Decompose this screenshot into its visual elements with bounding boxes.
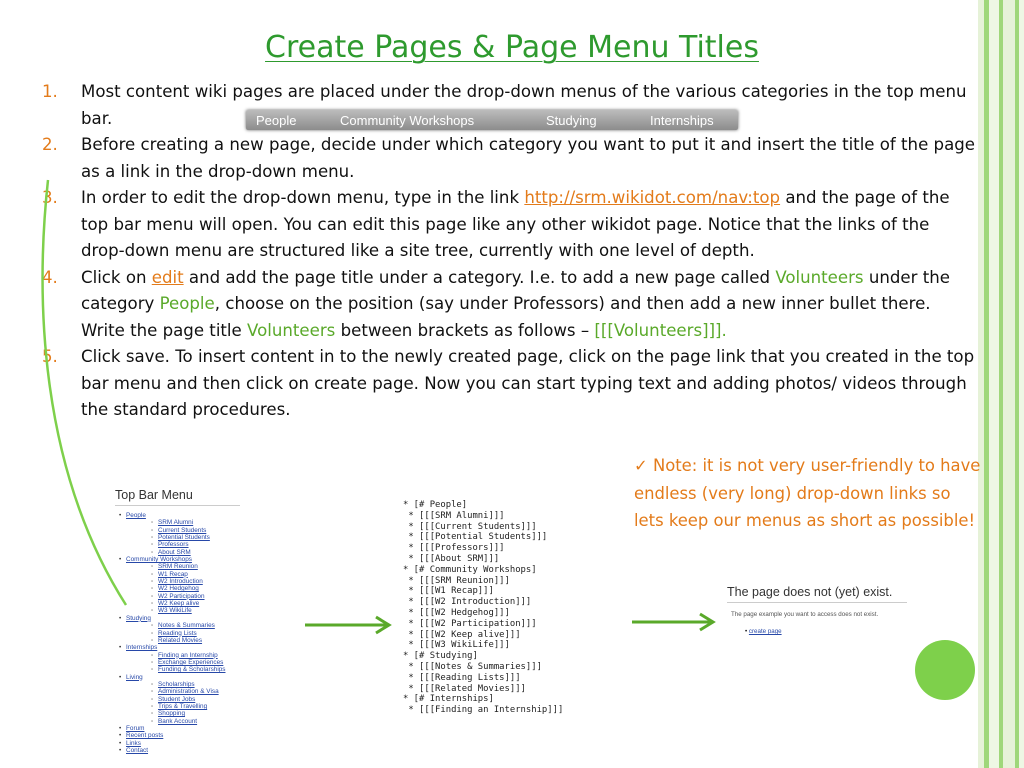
menu-tree-link[interactable]: Potential Students bbox=[158, 534, 210, 542]
bullet-icon: • bbox=[119, 739, 122, 747]
source-line: * [[[Reading Lists]]] bbox=[403, 672, 521, 683]
bullet-icon: ◦ bbox=[151, 717, 154, 725]
source-line: * [[[Notes & Summaries]]] bbox=[403, 661, 542, 672]
bullet-icon: ◦ bbox=[151, 534, 154, 542]
bullet-icon: ◦ bbox=[151, 622, 154, 630]
slide-title: Create Pages & Page Menu Titles bbox=[265, 30, 759, 65]
menu-tree-link[interactable]: W3 WikiLife bbox=[158, 607, 192, 615]
arrow-right-icon bbox=[632, 614, 713, 630]
bullet-icon: • bbox=[119, 556, 122, 564]
step-number: 5. bbox=[42, 347, 58, 366]
menu-tree-link[interactable]: SRM Alumni bbox=[158, 519, 194, 527]
bullet-icon: • bbox=[119, 673, 122, 681]
bullet-icon: ◦ bbox=[151, 666, 154, 674]
bullet-icon: • bbox=[119, 644, 122, 652]
source-line: * [[[Current Students]]] bbox=[403, 521, 537, 532]
bullet-icon: ◦ bbox=[151, 541, 154, 549]
menu-tree-link[interactable]: Internships bbox=[126, 644, 158, 652]
volunteers-code: [[[Volunteers]]]. bbox=[594, 320, 727, 340]
source-line: * [[[Potential Students]]] bbox=[403, 532, 548, 543]
step-text: In order to edit the drop-down menu, type in the link bbox=[81, 188, 525, 207]
menu-tree-link[interactable]: SRM Reunion bbox=[158, 563, 198, 571]
bullet-icon: ◦ bbox=[151, 702, 154, 710]
bullet-icon: ◦ bbox=[151, 680, 154, 688]
menu-tree-link[interactable]: Administration & Visa bbox=[158, 688, 219, 696]
step-text: under the category bbox=[81, 267, 950, 313]
menu-tree-link[interactable]: W2 Introduction bbox=[158, 578, 203, 586]
step-text: and the page of the top bar menu will open. You can edit this page like any other wikidot page. Notice that the links of the drop-down menu are structured like a site tree, currently with one level of depth. bbox=[81, 188, 950, 260]
page-not-exist-sub: The page example you want to access does not exist. bbox=[731, 611, 879, 618]
menu-tree-link[interactable]: W1 Recap bbox=[158, 570, 188, 578]
nav-top-link[interactable]: http://srm.wikidot.com/nav:top bbox=[524, 188, 781, 207]
step-number: 1. bbox=[42, 82, 58, 101]
bullet-icon: ◦ bbox=[151, 636, 154, 644]
source-line: * [# Community Workshops] bbox=[403, 564, 537, 575]
menubar-item-internships: Internships bbox=[650, 112, 714, 128]
bullet-icon: ◦ bbox=[151, 585, 154, 593]
menu-tree-link[interactable]: Trips & Travelling bbox=[158, 702, 208, 710]
source-line: * [# People] bbox=[403, 500, 468, 510]
arrow-right-icon bbox=[305, 617, 389, 633]
bullet-icon: ◦ bbox=[151, 658, 154, 666]
bullet-icon: ◦ bbox=[151, 519, 154, 527]
bullet-icon: • bbox=[119, 732, 122, 740]
note-text: Note: it is not very user-friendly to have endless (very long) drop-down links so lets keep our menus as short as possible! bbox=[634, 456, 981, 530]
step-text: , choose on the position (say under Professors) and then add a new inner bullet there. Write the page title bbox=[81, 294, 931, 340]
menu-tree-link[interactable]: Notes & Summaries bbox=[158, 622, 215, 630]
bullet-icon: • bbox=[745, 628, 748, 635]
bullet-icon: ◦ bbox=[151, 592, 154, 600]
bullet-icon: ◦ bbox=[151, 607, 154, 615]
step-text: between brackets as follows – bbox=[335, 320, 595, 340]
bullet-icon: ◦ bbox=[151, 600, 154, 608]
source-line: * [[[W1 Recap]]] bbox=[403, 586, 494, 597]
source-line: * [[[Finding an Internship]]] bbox=[403, 705, 564, 716]
check-icon: ✓ bbox=[634, 456, 648, 475]
menu-tree-link[interactable]: Studying bbox=[126, 614, 151, 622]
menu-tree-link[interactable]: Bank Account bbox=[158, 717, 198, 725]
curved-line bbox=[43, 180, 126, 605]
menu-tree-link[interactable]: Community Workshops bbox=[126, 556, 192, 564]
menu-tree-link[interactable]: W2 Participation bbox=[158, 592, 205, 600]
source-line: * [[[W3 WikiLife]]] bbox=[403, 640, 510, 651]
source-line: * [[[Professors]]] bbox=[403, 543, 505, 554]
source-line: * [[[Related Movies]]] bbox=[403, 683, 526, 694]
menu-tree-link[interactable]: About SRM bbox=[158, 548, 191, 556]
bullet-icon: ◦ bbox=[151, 651, 154, 659]
step-text: Click on bbox=[81, 267, 152, 287]
source-line: * [# Internships] bbox=[403, 694, 494, 705]
source-line: * [[[SRM Reunion]]] bbox=[403, 575, 510, 586]
menu-tree-link[interactable]: Contact bbox=[126, 747, 149, 754]
menu-tree-link[interactable]: Exchange Experiences bbox=[158, 658, 224, 666]
bullet-icon: ◦ bbox=[151, 629, 154, 637]
menu-tree-link[interactable]: Professors bbox=[158, 541, 189, 549]
menubar-item-studying: Studying bbox=[546, 112, 597, 128]
step-number: 3. bbox=[42, 188, 58, 207]
bullet-icon: ◦ bbox=[151, 548, 154, 556]
menu-tree-link[interactable]: Scholarships bbox=[158, 680, 195, 688]
bullet-icon: • bbox=[119, 512, 122, 519]
source-line: * [# Studying] bbox=[403, 651, 478, 662]
menu-tree-link[interactable]: People bbox=[126, 512, 146, 519]
menu-tree-link[interactable]: Related Movies bbox=[158, 636, 203, 644]
menubar-item-people: People bbox=[256, 112, 297, 128]
bullet-icon: ◦ bbox=[151, 695, 154, 703]
bullet-icon: ◦ bbox=[151, 688, 154, 696]
bullet-icon: • bbox=[119, 614, 122, 622]
menu-tree-link[interactable]: Current Students bbox=[158, 526, 207, 534]
create-page-link[interactable]: create page bbox=[748, 628, 782, 635]
step-number: 4. bbox=[42, 267, 58, 287]
highlight-volunteers: Volunteers bbox=[247, 320, 336, 340]
bullet-icon: ◦ bbox=[151, 563, 154, 571]
menu-tree-link[interactable]: Finding an Internship bbox=[158, 651, 218, 659]
top-bar-menu-heading: Top Bar Menu bbox=[115, 488, 193, 502]
menu-tree-link[interactable]: Living bbox=[126, 673, 143, 681]
highlight-people: People bbox=[159, 294, 215, 313]
step-number: 2. bbox=[42, 135, 58, 154]
edit-link[interactable]: edit bbox=[151, 267, 184, 287]
menu-tree-link[interactable]: Shopping bbox=[158, 710, 186, 718]
menu-tree-link[interactable]: Funding & Scholarships bbox=[158, 666, 226, 674]
page-not-exist-heading: The page does not (yet) exist. bbox=[727, 585, 893, 599]
menu-tree-link[interactable]: Student Jobs bbox=[158, 695, 196, 703]
menu-tree-link[interactable]: W2 Keep alive bbox=[158, 600, 200, 608]
menu-tree-link[interactable]: Recent posts bbox=[126, 732, 164, 740]
source-line: * [[[About SRM]]] bbox=[403, 553, 500, 564]
menubar-item-community-workshops: Community Workshops bbox=[340, 112, 475, 128]
bullet-icon: • bbox=[119, 747, 122, 754]
source-line: * [[[W2 Participation]]] bbox=[403, 618, 537, 629]
bullet-icon: ◦ bbox=[151, 578, 154, 586]
source-line: * [[[W2 Keep alive]]] bbox=[403, 629, 521, 640]
source-line: * [[[W2 Hedgehog]]] bbox=[403, 607, 510, 618]
source-line: * [[[SRM Alumni]]] bbox=[403, 510, 505, 521]
menu-tree-link[interactable]: Links bbox=[126, 739, 141, 747]
step-text: Click save. To insert content in to the newly created page, click on the page link that you created in the top bar menu and then click on create page. Now you can start typing text and adding photos/ videos through the standard procedures. bbox=[81, 347, 975, 419]
source-line: * [[[W2 Introduction]]] bbox=[403, 597, 532, 608]
bullet-icon: ◦ bbox=[151, 526, 154, 534]
step-text: and add the page title under a category. I.e. to add a new page called bbox=[183, 267, 776, 287]
step-text: Before creating a new page, decide under which category you want to put it and insert the title of the page as a link in the drop-down menu. bbox=[81, 135, 976, 181]
step-text: Most content wiki pages are placed under the drop-down menus of the various categories in the top menu bar. bbox=[81, 82, 967, 128]
bullet-icon: ◦ bbox=[151, 710, 154, 718]
menu-tree-link[interactable]: W2 Hedgehog bbox=[158, 585, 199, 593]
highlight-volunteers: Volunteers bbox=[775, 267, 864, 287]
menu-tree-link[interactable]: Reading Lists bbox=[158, 629, 197, 637]
green-dot bbox=[915, 640, 975, 700]
menu-tree-link[interactable]: Forum bbox=[126, 724, 145, 732]
bullet-icon: ◦ bbox=[151, 570, 154, 578]
bullet-icon: • bbox=[119, 724, 122, 732]
